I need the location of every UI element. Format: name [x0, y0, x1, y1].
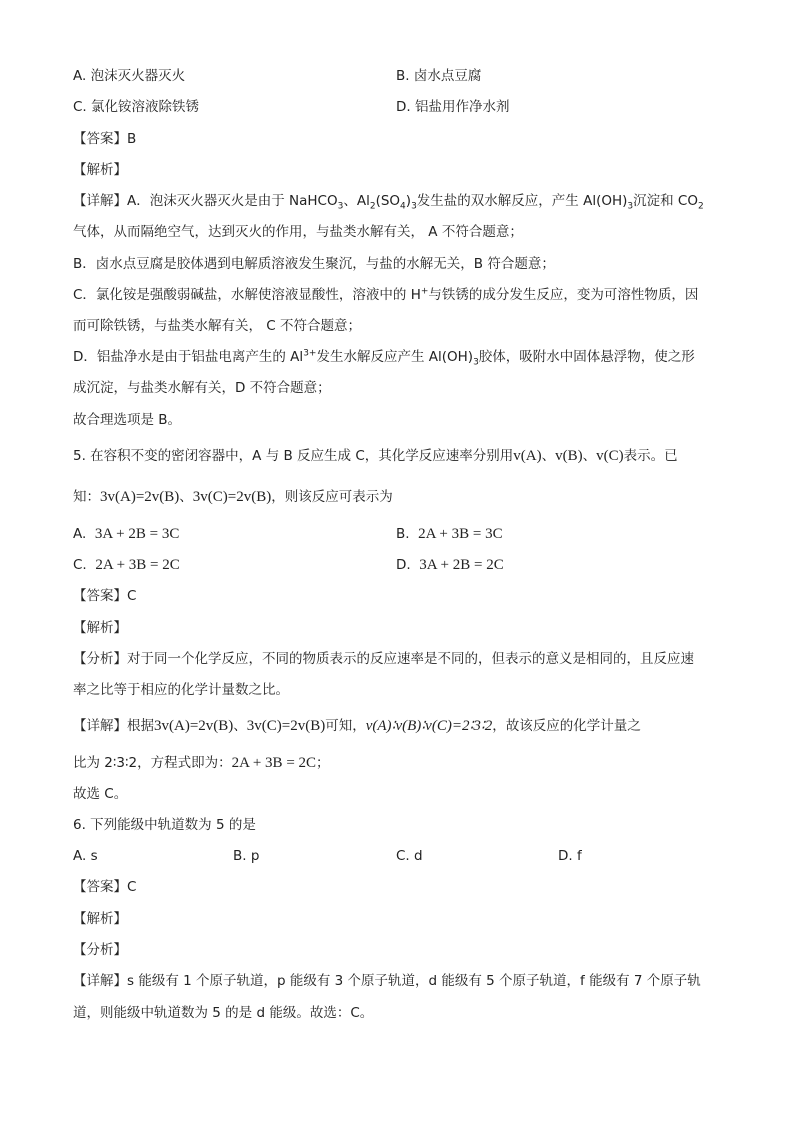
q6-option-a: A. s [73, 848, 98, 864]
q5-detail-line-2 [73, 753, 330, 773]
option-equation: 2A + 3B = 3C [418, 526, 503, 542]
text: C．氯化铵是强酸弱碱盐，水解使溶液显酸性，溶液中的 H [73, 287, 421, 303]
q4-detail-line-1 [73, 191, 704, 211]
text: 、Al [343, 193, 370, 209]
q6-detail-line-2: 道，则能级中轨道数为 5 的是 d 能级。故选：C。 [73, 1005, 374, 1021]
separator: 、 [179, 489, 193, 505]
text: ，则该反应可表示为 [271, 489, 393, 505]
q5-option-b [396, 524, 503, 544]
q4-option-c: C. 氯化铵溶液除铁锈 [73, 99, 200, 115]
q5-fenxi-line-1: 【分析】对于同一个化学反应，不同的物质表示的反应速率是不同的，但表示的意义是相同的，且反应速 [73, 651, 694, 667]
option-equation: 2A + 3B = 2C [95, 557, 180, 573]
option-equation: 3A + 2B = 2C [419, 557, 504, 573]
option-label: D. [396, 557, 411, 573]
text: (SO [375, 193, 401, 209]
text: 知： [73, 489, 100, 505]
text: 发生水解反应产生 Al(OH) [316, 349, 474, 365]
rate-a: v(A) [513, 448, 542, 464]
q4-conclusion: 故合理选项是 B。 [73, 412, 182, 428]
rate-b: v(B) [555, 448, 583, 464]
text: 比为 2∶3∶2，方程式即为： [73, 755, 232, 771]
superscript: + [420, 286, 429, 297]
text: 发生盐的双水解反应，产生 Al(OH) [416, 193, 628, 209]
subscript: 4 [400, 201, 406, 212]
q5-option-d [396, 555, 504, 575]
subscript: 3 [627, 201, 634, 212]
q6-fenxi-label: 【分析】 [73, 942, 127, 958]
q4-option-a: A. 泡沫灭火器灭火 [73, 68, 186, 84]
option-label: A. [73, 526, 87, 542]
subscript: 3 [411, 201, 417, 212]
q5-analysis-label: 【解析】 [73, 620, 127, 636]
text: 5. 在容积不变的密闭容器中，A 与 B 反应生成 C，其化学反应速率分别用 [73, 448, 514, 464]
superscript: 3+ [303, 348, 317, 359]
q4-answer: 【答案】B [73, 131, 137, 147]
relation-1: 3v(A)=2v(B) [100, 489, 180, 505]
subscript: 2 [697, 201, 704, 212]
q4-option-b: B. 卤水点豆腐 [396, 68, 482, 84]
separator: 、 [582, 448, 597, 464]
subscript: 2 [369, 201, 376, 212]
q6-detail-line-1: 【详解】s 能级有 1 个原子轨道，p 能级有 3 个原子轨道，d 能级有 5 个原子轨道，f 能级有 7 个原子轨 [73, 973, 701, 989]
q4-analysis-label: 【解析】 [73, 162, 127, 178]
q5-stem-line-1 [73, 446, 678, 466]
q5-option-c [73, 555, 180, 575]
q6-option-d: D. f [558, 848, 582, 864]
relation-2: 3v(C)=2v(B) [192, 489, 272, 505]
text: 可知， [325, 718, 366, 734]
relation-2: 3v(C)=2v(B) [246, 718, 326, 734]
text: 沉淀和 CO [633, 193, 698, 209]
text: 胶体，吸附水中固体悬浮物，使之形 [478, 349, 695, 365]
text: ； [316, 755, 330, 771]
option-equation: 3A + 2B = 3C [94, 526, 180, 542]
q4-detail-line-3: B．卤水点豆腐是胶体遇到电解质溶液发生聚沉，与盐的水解无关，B 符合题意； [73, 256, 555, 272]
q4-detail-line-5: 而可除铁锈，与盐类水解有关， C 不符合题意； [73, 318, 362, 334]
text: 与铁锈的成分发生反应，变为可溶性物质，因 [428, 287, 699, 303]
separator: 、 [233, 718, 247, 734]
q6-answer: 【答案】C [73, 879, 137, 895]
q4-detail-line-7: 成沉淀，与盐类水解有关，D 不符合题意； [73, 380, 331, 396]
text: ，故该反应的化学计量之 [492, 718, 641, 734]
q6-analysis-label: 【解析】 [73, 911, 127, 927]
option-label: C. [73, 557, 87, 573]
subscript: 3 [473, 357, 479, 368]
rate-ratio: v(A)∶v(B)∶v(C)=2∶3∶2 [365, 718, 493, 734]
q4-detail-line-2: 气体，从而隔绝空气，达到灭火的作用，与盐类水解有关， A 不符合题意； [73, 224, 523, 240]
text: 表示。已 [623, 448, 678, 464]
subscript: 3 [337, 201, 344, 212]
q4-detail-line-6 [73, 347, 695, 367]
text: 【详解】根据 [73, 718, 154, 734]
q5-answer: 【答案】C [73, 588, 137, 604]
option-label: B. [396, 526, 410, 542]
q4-option-d: D. 铝盐用作净水剂 [396, 99, 510, 115]
text: 【详解】A．泡沫灭火器灭火是由于 NaHCO [73, 193, 338, 209]
q6-stem: 6. 下列能级中轨道数为 5 的是 [73, 817, 256, 833]
q4-detail-line-4 [73, 285, 698, 305]
text: D．铝盐净水是由于铝盐电离产生的 Al [73, 349, 304, 365]
rate-c: v(C) [596, 448, 624, 464]
final-equation: 2A + 3B = 2C [231, 755, 317, 771]
q5-stem-line-2 [73, 487, 393, 507]
q6-option-c: C. d [396, 848, 423, 864]
q5-fenxi-line-2: 率之比等于相应的化学计量数之比。 [73, 682, 289, 698]
relation-1: 3v(A)=2v(B) [154, 718, 234, 734]
q5-option-a [73, 524, 179, 544]
separator: 、 [541, 448, 556, 464]
q6-option-b: B. p [233, 848, 260, 864]
q5-detail-line-1 [73, 716, 641, 736]
text: ) [405, 193, 412, 209]
q5-conclusion: 故选 C。 [73, 786, 128, 802]
